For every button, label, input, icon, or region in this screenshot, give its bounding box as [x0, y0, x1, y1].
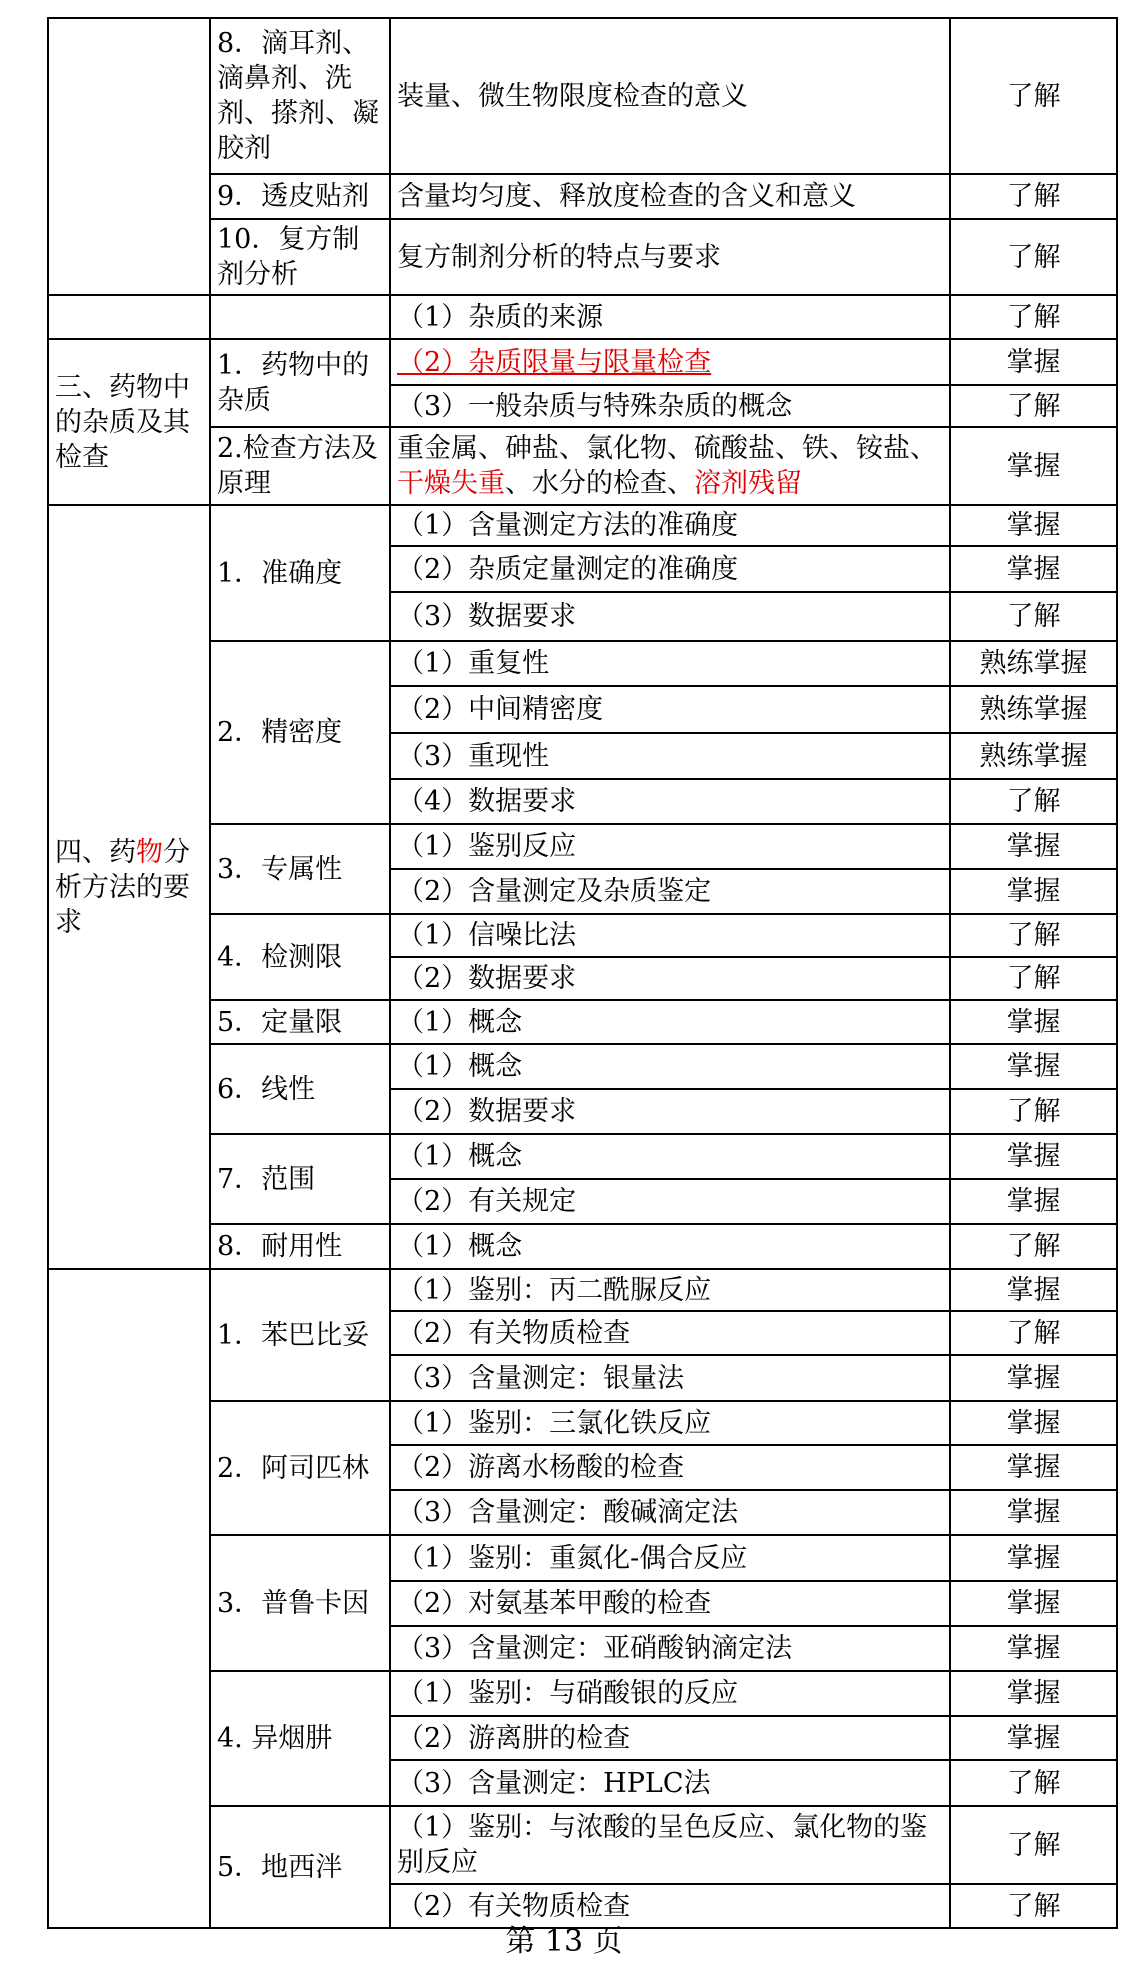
sub-unit-cell [210, 295, 390, 339]
level-cell: 掌握 [950, 339, 1117, 385]
unit-text-highlighted: 物 [136, 836, 163, 868]
level-cell: 掌握 [950, 1671, 1117, 1716]
level-cell: 掌握 [950, 1581, 1117, 1626]
sub-unit-cell: 10．复方制剂分析 [210, 219, 390, 295]
sub-unit-cell: 3．普鲁卡因 [210, 1535, 390, 1671]
requirement-cell: （1）概念 [390, 1134, 950, 1179]
requirement-cell: （1）概念 [390, 1224, 950, 1269]
requirement-cell: （1）鉴别：与浓酸的呈色反应、氯化物的鉴别反应 [390, 1806, 950, 1884]
requirement-cell: （2）游离肼的检查 [390, 1716, 950, 1760]
sub-unit-cell: 2．阿司匹林 [210, 1401, 390, 1535]
requirement-cell: （1）杂质的来源 [390, 295, 950, 339]
level-cell: 掌握 [950, 1626, 1117, 1671]
level-cell: 了解 [950, 957, 1117, 1000]
requirement-text-highlighted: 干燥失重 [397, 468, 505, 499]
level-cell: 熟练掌握 [950, 641, 1117, 686]
level-cell: 掌握 [950, 824, 1117, 869]
level-cell: 掌握 [950, 1445, 1117, 1490]
requirement-cell: （1）鉴别：丙二酰脲反应 [390, 1269, 950, 1311]
requirement-cell: （2）有关规定 [390, 1179, 950, 1224]
unit-cell [48, 18, 210, 295]
requirement-cell: （3）含量测定：银量法 [390, 1355, 950, 1401]
requirement-cell: （1）信噪比法 [390, 914, 950, 957]
requirement-text-highlighted: 溶剂残留 [694, 468, 802, 499]
requirement-cell: （1）概念 [390, 1044, 950, 1089]
requirement-cell: （1）鉴别：重氮化-偶合反应 [390, 1535, 950, 1581]
level-cell: 了解 [950, 1089, 1117, 1134]
requirement-cell: （2）含量测定及杂质鉴定 [390, 869, 950, 914]
level-cell: 掌握 [950, 1134, 1117, 1179]
requirement-cell: （2）中间精密度 [390, 686, 950, 733]
level-cell: 掌握 [950, 1490, 1117, 1535]
sub-unit-cell: 8．滴耳剂、滴鼻剂、洗剂、搽剂、凝胶剂 [210, 18, 390, 174]
unit-cell: 三、药物中的杂质及其检查 [48, 339, 210, 505]
requirement-cell: （3）重现性 [390, 733, 950, 779]
level-cell: 熟练掌握 [950, 733, 1117, 779]
level-cell: 了解 [950, 18, 1117, 174]
sub-unit-cell: 1．准确度 [210, 505, 390, 641]
level-cell: 掌握 [950, 1716, 1117, 1760]
level-cell: 了解 [950, 385, 1117, 427]
requirement-cell: （1）含量测定方法的准确度 [390, 505, 950, 546]
sub-unit-cell: 1．药物中的杂质 [210, 339, 390, 427]
requirement-cell: （2）对氨基苯甲酸的检查 [390, 1581, 950, 1626]
syllabus-table [47, 17, 1118, 1929]
requirement-cell: （4）数据要求 [390, 779, 950, 824]
level-cell: 掌握 [950, 1269, 1117, 1311]
table-row [48, 339, 1117, 385]
unit-cell [48, 1269, 210, 1928]
level-cell: 了解 [950, 1224, 1117, 1269]
table-row [48, 295, 1117, 339]
table-row [48, 18, 1117, 174]
level-cell: 掌握 [950, 1000, 1117, 1044]
sub-unit-cell: 8．耐用性 [210, 1224, 390, 1269]
sub-unit-cell: 1．苯巴比妥 [210, 1269, 390, 1401]
level-cell: 了解 [950, 174, 1117, 219]
level-cell: 掌握 [950, 427, 1117, 505]
level-cell: 了解 [950, 592, 1117, 641]
level-cell: 掌握 [950, 1535, 1117, 1581]
sub-unit-cell: 9．透皮贴剂 [210, 174, 390, 219]
sub-unit-cell: 7．范围 [210, 1134, 390, 1224]
level-cell: 掌握 [950, 1355, 1117, 1401]
requirement-cell: （2）游离水杨酸的检查 [390, 1445, 950, 1490]
level-cell: 了解 [950, 1311, 1117, 1355]
requirement-cell: 含量均匀度、释放度检查的含义和意义 [390, 174, 950, 219]
level-cell: 了解 [950, 1806, 1117, 1884]
requirement-cell: 装量、微生物限度检查的意义 [390, 18, 950, 174]
sub-unit-cell: 4. 异烟肼 [210, 1671, 390, 1806]
requirement-cell: （1）概念 [390, 1000, 950, 1044]
requirement-cell: （2）有关物质检查 [390, 1884, 950, 1928]
sub-unit-cell: 3．专属性 [210, 824, 390, 914]
level-cell: 了解 [950, 295, 1117, 339]
table-row [48, 505, 1117, 546]
requirement-cell: （2）有关物质检查 [390, 1311, 950, 1355]
level-cell: 了解 [950, 1884, 1117, 1928]
sub-unit-cell: 2．精密度 [210, 641, 390, 824]
unit-text: 分析方法的要求 [55, 836, 190, 938]
level-cell: 掌握 [950, 1401, 1117, 1445]
requirement-cell-highlighted: （2）杂质限量与限量检查 [390, 339, 950, 385]
level-cell: 掌握 [950, 1044, 1117, 1089]
sub-unit-cell: 5．定量限 [210, 1000, 390, 1044]
requirement-text: 、水分的检查、 [505, 468, 694, 499]
requirement-cell: （1）重复性 [390, 641, 950, 686]
requirement-cell [390, 427, 950, 505]
requirement-cell: （3）含量测定：酸碱滴定法 [390, 1490, 950, 1535]
sub-unit-cell: 2.检查方法及原理 [210, 427, 390, 505]
page-footer: 第 13 页 [505, 1924, 623, 1959]
requirement-cell: （2）数据要求 [390, 1089, 950, 1134]
level-cell: 掌握 [950, 1179, 1117, 1224]
requirement-cell: （3）数据要求 [390, 592, 950, 641]
requirement-cell: 复方制剂分析的特点与要求 [390, 219, 950, 295]
requirement-cell: （3）一般杂质与特殊杂质的概念 [390, 385, 950, 427]
unit-text: 四、药 [55, 836, 136, 868]
level-cell: 了解 [950, 914, 1117, 957]
level-cell: 掌握 [950, 505, 1117, 546]
requirement-cell: （1）鉴别：三氯化铁反应 [390, 1401, 950, 1445]
unit-cell [48, 505, 210, 1269]
requirement-text: 重金属、砷盐、氯化物、硫酸盐、铁、铵盐、 [397, 433, 937, 464]
level-cell: 熟练掌握 [950, 686, 1117, 733]
level-cell: 掌握 [950, 869, 1117, 914]
sub-unit-cell: 4．检测限 [210, 914, 390, 1000]
level-cell: 掌握 [950, 546, 1117, 592]
requirement-cell: （1）鉴别：与硝酸银的反应 [390, 1671, 950, 1716]
requirement-cell: （3）含量测定：HPLC法 [390, 1760, 950, 1806]
level-cell: 了解 [950, 779, 1117, 824]
sub-unit-cell: 6．线性 [210, 1044, 390, 1134]
unit-cell [48, 295, 210, 339]
requirement-cell: （3）含量测定：亚硝酸钠滴定法 [390, 1626, 950, 1671]
requirement-cell: （2）数据要求 [390, 957, 950, 1000]
sub-unit-cell: 5．地西泮 [210, 1806, 390, 1928]
table-row [48, 1269, 1117, 1311]
level-cell: 了解 [950, 1760, 1117, 1806]
requirement-cell: （1）鉴别反应 [390, 824, 950, 869]
requirement-cell: （2）杂质定量测定的准确度 [390, 546, 950, 592]
level-cell: 了解 [950, 219, 1117, 295]
